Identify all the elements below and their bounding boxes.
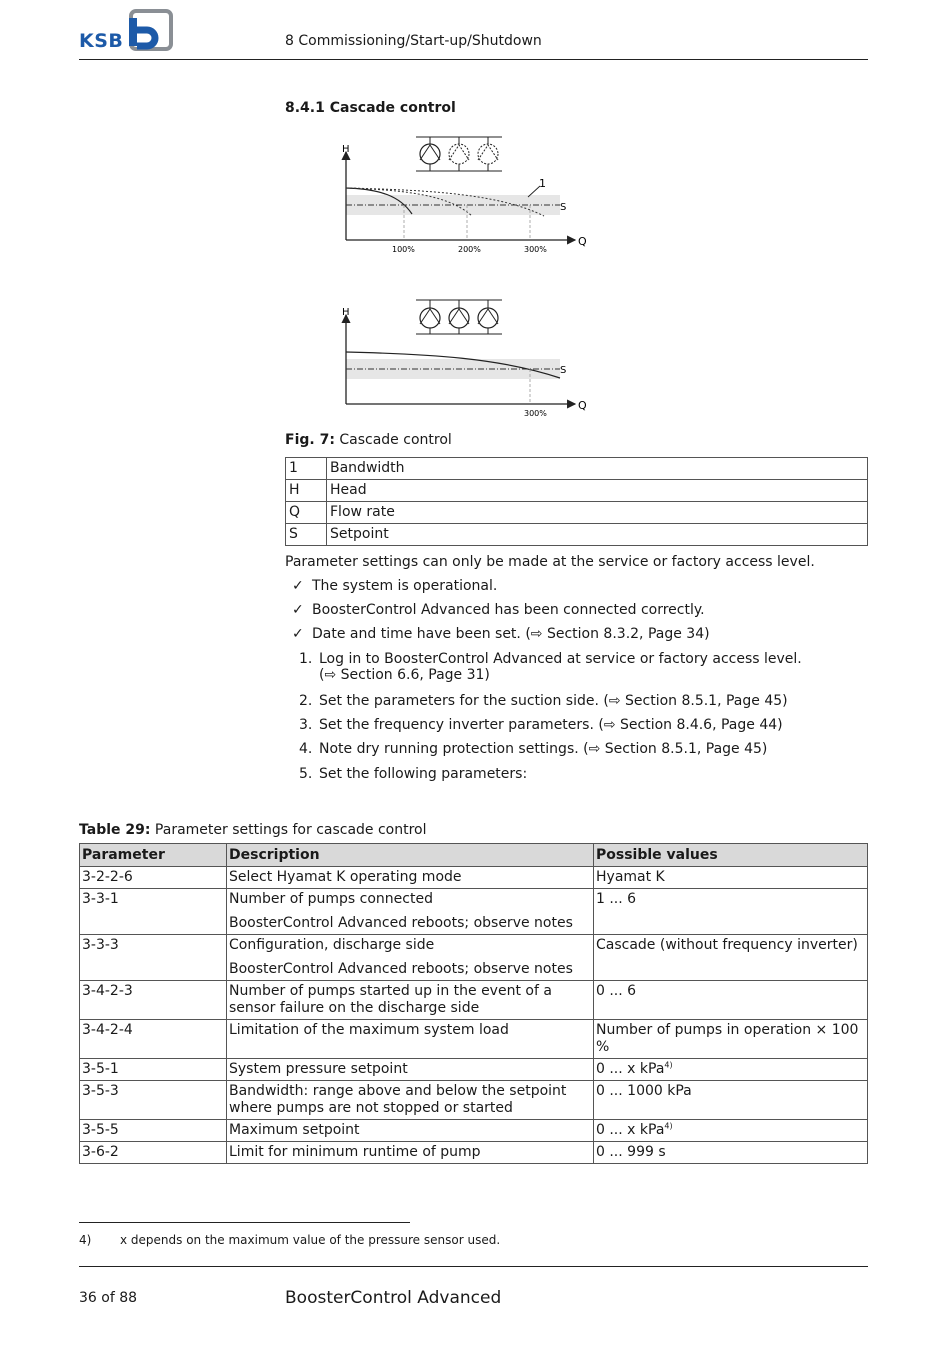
parameter-table (79, 843, 868, 1164)
cascade-control-figure (330, 132, 600, 427)
table-row: 3-5-5 Maximum setpoint 0 ... x kPa$^{4)}$ (80, 1120, 868, 1142)
legend-value: Flow rate (327, 502, 868, 524)
table-row: 3-3-1 Number of pumps connected BoosterControl Advanced reboots; observe notes 1 ... 6 (80, 889, 868, 935)
legend-row (286, 524, 868, 546)
checkmark-icon: ✓ (292, 602, 304, 618)
step-item: 5. Set the following parameters: (299, 766, 528, 782)
legend-key: 1 (286, 458, 327, 480)
figure-caption-label: Fig. 7: (285, 432, 335, 448)
column-header: Description (227, 844, 594, 867)
legend-key: S (286, 524, 327, 546)
footnote-ref: 4) (664, 1060, 673, 1070)
legend-key: H (286, 480, 327, 502)
legend-row (286, 480, 868, 502)
table-caption (79, 822, 427, 838)
h-label: H (342, 307, 350, 318)
logo-text: KSB (79, 30, 124, 52)
column-header: Parameter (80, 844, 227, 867)
footer-title: BoosterControl Advanced (285, 1288, 502, 1308)
check-item: ✓ BoosterControl Advanced has been connected correctly. (292, 602, 705, 618)
table-row: 3-6-2 Limit for minimum runtime of pump 0 ... 999 s (80, 1142, 868, 1164)
footnote-ref: 4) (664, 1121, 673, 1131)
figure-legend-table (285, 457, 868, 546)
step-item: 3. Set the frequency inverter parameters. (⇨ Section 8.4.6, Page 44) (299, 717, 783, 733)
page-number: 36 of 88 (79, 1290, 138, 1306)
q-label: Q (578, 399, 587, 412)
table-row: 3-2-2-6 Select Hyamat K operating mode Hyamat K (80, 867, 868, 889)
table-row: 3-3-3 Configuration, discharge side BoosterControl Advanced reboots; observe notes Cascade (without frequency inverter) (80, 935, 868, 981)
footer-rule (79, 1266, 868, 1267)
table-header-row (80, 844, 868, 867)
legend-key: Q (286, 502, 327, 524)
table-row: 3-5-1 System pressure setpoint 0 ... x kPa$^{4)}$ (80, 1059, 868, 1081)
tick-300: 300% (524, 245, 547, 254)
lower-chart (342, 300, 587, 418)
check-item: ✓ The system is operational. (292, 578, 498, 594)
footnote-number: 4) (79, 1233, 92, 1247)
pump-icon (420, 137, 440, 171)
callout-1: 1 (539, 177, 546, 190)
header-rule (79, 59, 868, 60)
checkmark-icon: ✓ (292, 626, 304, 642)
table-row: 3-5-3 Bandwidth: range above and below the setpoint where pumps are not stopped or started 0 ... 1000 kPa (80, 1081, 868, 1120)
step-item: 1. Log in to BoosterControl Advanced at service or factory access level. (⇨ Section 6.6, Page 31) (299, 651, 802, 683)
legend-value: Bandwidth (327, 458, 868, 480)
q-label: Q (578, 235, 587, 248)
legend-value: Setpoint (327, 524, 868, 546)
step-item: 2. Set the parameters for the suction side. (⇨ Section 8.5.1, Page 45) (299, 693, 788, 709)
column-header: Possible values (594, 844, 868, 867)
tick-100: 100% (392, 245, 415, 254)
pump-icon (420, 300, 440, 334)
legend-row (286, 458, 868, 480)
table-row: 3-4-2-3 Number of pumps started up in the event of a sensor failure on the discharge side 0 ... 6 (80, 981, 868, 1020)
legend-row (286, 502, 868, 524)
intro-paragraph: Parameter settings can only be made at the service or factory access level. (285, 554, 815, 570)
step-item: 4. Note dry running protection settings. (⇨ Section 8.5.1, Page 45) (299, 741, 768, 757)
logo-mark-icon (127, 8, 175, 54)
tick-300: 300% (524, 409, 547, 418)
figure-caption-text: Cascade control (339, 432, 452, 448)
table-caption-text: Parameter settings for cascade control (154, 822, 427, 838)
pump-icon (449, 137, 469, 171)
table-caption-label: Table 29: (79, 822, 151, 838)
pump-icon (478, 300, 498, 334)
table-row: 3-4-2-4 Limitation of the maximum system load Number of pumps in operation × 100 % (80, 1020, 868, 1059)
tick-200: 200% (458, 245, 481, 254)
legend-value: Head (327, 480, 868, 502)
check-item: ✓ Date and time have been set. (⇨ Section 8.3.2, Page 34) (292, 626, 710, 642)
upper-chart (342, 137, 587, 254)
h-label: H (342, 144, 350, 155)
s-label: S (560, 202, 567, 213)
pump-icon (478, 137, 498, 171)
figure-caption (285, 432, 452, 448)
footnote-rule (79, 1222, 410, 1223)
section-title: 8.4.1 Cascade control (285, 100, 456, 116)
pump-icon (449, 300, 469, 334)
chapter-heading: 8 Commissioning/Start-up/Shutdown (285, 33, 542, 49)
footnote-text: x depends on the maximum value of the pressure sensor used. (120, 1233, 501, 1247)
ksb-logo (79, 8, 179, 54)
s-label: S (560, 365, 567, 376)
checkmark-icon: ✓ (292, 578, 304, 594)
